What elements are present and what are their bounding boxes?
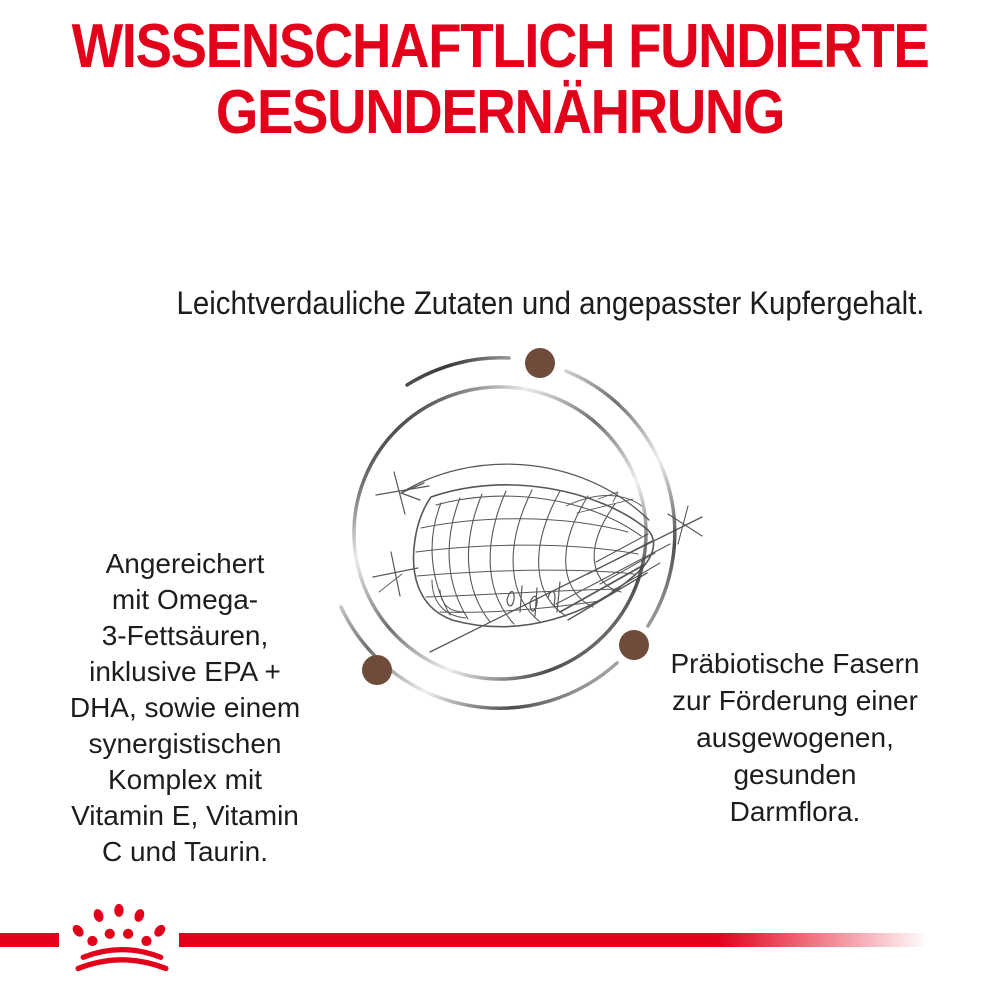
brand-stripe-left: [0, 933, 59, 947]
callout-dot-top: [525, 348, 555, 378]
crown-dot: [92, 908, 105, 923]
benefit-left-line: inklusive EPA +: [89, 656, 281, 687]
royal-canin-crown-icon: [71, 903, 173, 983]
inner-ring: [354, 387, 646, 679]
subtitle-text: Leichtverdauliche Zutaten und angepasster Kupfergehalt.: [176, 285, 924, 321]
brand-stripe-main: [179, 933, 936, 947]
benefit-left-line: mit Omega-: [111, 584, 259, 615]
benefit-right-line: ausgewogenen,: [696, 722, 894, 753]
callout-dot-left: [362, 655, 392, 685]
benefit-right-line: gesunden: [733, 759, 857, 790]
kibble-sketch: [373, 464, 702, 652]
crown-dot: [87, 936, 97, 946]
benefit-right-line: Präbiotische Fasern: [670, 648, 920, 679]
benefit-left-line: C und Taurin.: [101, 836, 269, 867]
crown-base-arc: [78, 960, 166, 969]
crown-dot: [141, 936, 151, 946]
benefit-left-line: Vitamin E, Vitamin: [71, 800, 299, 831]
benefit-left-line: Angereichert: [105, 548, 265, 579]
benefit-left-line: Komplex mit: [107, 764, 263, 795]
benefit-left-line: DHA, sowie einem: [69, 692, 301, 723]
benefit-left-line: 3-Fettsäuren,: [101, 620, 269, 651]
benefit-right-line: Darmflora.: [729, 796, 861, 827]
crown-dot: [114, 904, 123, 917]
benefit-right-line: zur Förderung einer: [672, 685, 918, 716]
crown-dot: [105, 929, 115, 939]
title-line-1: WISSENSCHAFTLICH FUNDIERTE: [71, 12, 929, 81]
benefit-left-line: synergistischen: [88, 728, 282, 759]
benefit-left: [28, 546, 342, 870]
crown-dot: [71, 923, 86, 939]
benefit-right: [644, 645, 946, 830]
title-line-2: GESUNDERNÄHRUNG: [215, 78, 785, 147]
crown-base-arc: [83, 950, 161, 958]
crown-dot: [152, 923, 167, 939]
crown-dot: [123, 929, 133, 939]
crown-dot: [133, 908, 146, 923]
outer-ring-top-left-arc: [407, 358, 509, 385]
